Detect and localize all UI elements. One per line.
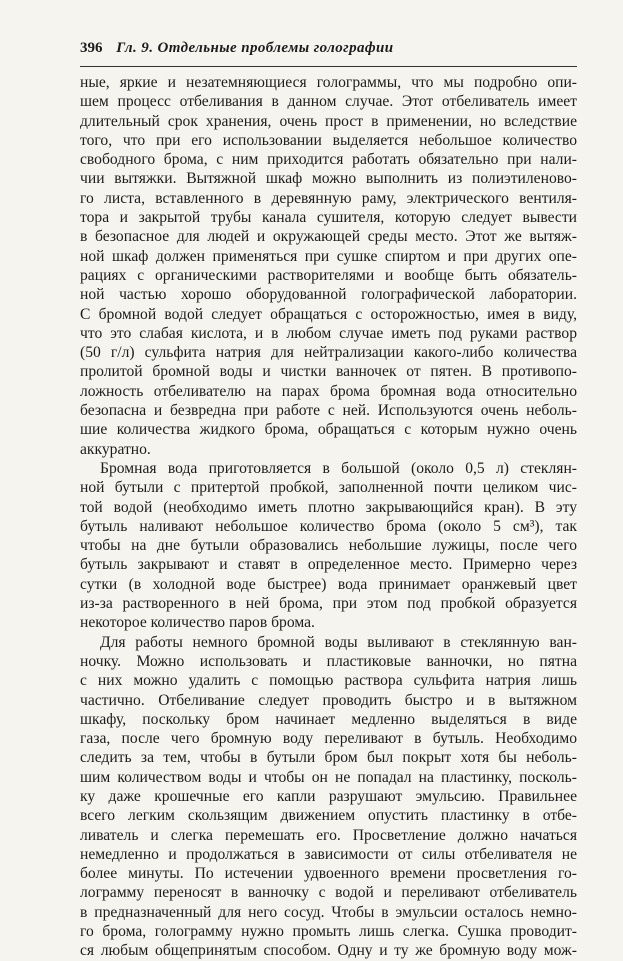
text-line: более минуты. По истечении удвоенного времени просветления го-: [80, 865, 577, 883]
text-line: Бромная вода приготовляется в большой (около 0,5 л) стеклян-: [100, 459, 577, 477]
text-line: го листа, вставленного в деревянную раму, электрического вентиля-: [80, 189, 577, 207]
text-line: Для работы немного бромной воды выливают в стеклянную ван-: [100, 633, 577, 651]
text-line: бутыль наливают небольшое количество брома (около 5 см³), так: [80, 517, 577, 535]
text-line: шим количеством воды и чтобы он не попадал на пластинку, посколь-: [80, 768, 577, 786]
text-line: в предназначенный для него сосуд. Чтобы в эмульсии осталось немно-: [80, 903, 577, 921]
text-line: немедленно и продолжаться в зависимости от силы отбеливателя не: [80, 845, 577, 863]
running-title: Гл. 9. Отдельные проблемы голографии: [116, 40, 394, 56]
header-rule: [80, 66, 577, 67]
text-line: шкафу, поскольку бром начинает медленно выделяться в виде: [80, 710, 577, 728]
text-line: чии вытяжки. Вытяжной шкаф можно выполнить из полиэтиленово-: [80, 170, 577, 188]
text-line: ся любым общепринятым способом. Одну и ту же бромную воду мож-: [80, 942, 577, 960]
text-line: рациях с органическими растворителями и вообще быть обязатель-: [80, 266, 577, 284]
text-line: ные, яркие и незатемняющиеся голограммы, что мы подробно опи-: [80, 74, 577, 91]
text-line: ночку. Можно использовать и пластиковые ванночки, но пятна: [80, 652, 577, 670]
text-line: аккуратно.: [80, 440, 151, 458]
text-line: (50 г/л) сульфита натрия для нейтрализации какого-либо количества: [80, 344, 577, 362]
text-line: го брома, голограмму нужно промыть лишь слегка. Сушка проводит-: [80, 923, 577, 941]
text-line: тора и закрытой трубы канала сушителя, которую следует вывести: [80, 209, 577, 227]
text-line: некоторое количество паров брома.: [80, 614, 315, 632]
text-line: частично. Отбеливание следует проводить быстро и в вытяжном: [80, 691, 577, 709]
text-line: ной частью хорошо оборудованной голографической лаборатории.: [80, 286, 577, 304]
text-line: что это слабая кислота, и в любом случае иметь под руками раствор: [80, 324, 577, 342]
text-line: ку даже крошечные его капли разрушают эмульсию. Правильнее: [80, 787, 577, 805]
text-line: пролитой бромной воды и чистки ванночек от пятен. В противопо-: [80, 363, 577, 381]
text-line: из-за растворенного в ней брома, при этом под пробкой образуется: [80, 595, 577, 613]
text-line: длительный срок хранения, очень прост в применении, но вследствие: [80, 112, 577, 130]
text-line: всего легким скользящим движением опустить пластинку в отбе-: [80, 807, 577, 825]
text-line: ной шкаф должен применяться при сушке спиртом и при других опе-: [80, 247, 577, 265]
text-line: с них можно удалить с помощью раствора сульфита натрия лишь: [80, 672, 577, 690]
text-line: следить за тем, чтобы в бутыли бром был покрыт хотя бы неболь-: [80, 749, 577, 767]
text-line: свободного брома, с ним приходится работать обязательно при нали-: [80, 151, 577, 169]
text-line: бутыль закрывают и ставят в определенное место. Примерно через: [80, 556, 577, 574]
text-line: того, что при его использовании выделяется небольшое количество: [80, 131, 577, 149]
text-line: ложность отбеливателю на парах брома бромная вода относительно: [80, 382, 577, 400]
text-line: ливатель и слегка перемешать его. Просветление должно начаться: [80, 826, 577, 844]
text-line: газа, после чего бромную воду переливают в бутыль. Необходимо: [80, 730, 577, 748]
text-line: той водой (необходимо иметь плотно закрывающийся кран). В эту: [80, 498, 577, 516]
body-text: [80, 73, 577, 961]
text-line: шие количества жидкого брома, обращаться с которым нужно очень: [80, 421, 577, 439]
text-line: безопасна и безвредна при работе с ней. Используются очень неболь-: [80, 402, 577, 420]
text-line: в безопасное для людей и окружающей среды место. Этот же вытяж-: [80, 228, 577, 246]
text-line: чтобы на дне бутыли образовались небольшие лужицы, после чего: [80, 537, 577, 555]
text-line: шем процесс отбеливания в данном случае. Этот отбеливатель имеет: [80, 93, 577, 111]
running-header: [80, 40, 576, 57]
text-line: С бромной водой следует обращаться с осторожностью, имея в виду,: [80, 305, 577, 323]
text-line: сутки (в холодной воде быстрее) вода принимает оранжевый цвет: [80, 575, 577, 593]
text-line: ной бутыли с притертой пробкой, заполненной почти целиком чис-: [80, 479, 577, 497]
page-number: 396: [80, 40, 103, 56]
text-line: лограмму переносят в ванночку с водой и переливают отбеливатель: [80, 884, 577, 902]
